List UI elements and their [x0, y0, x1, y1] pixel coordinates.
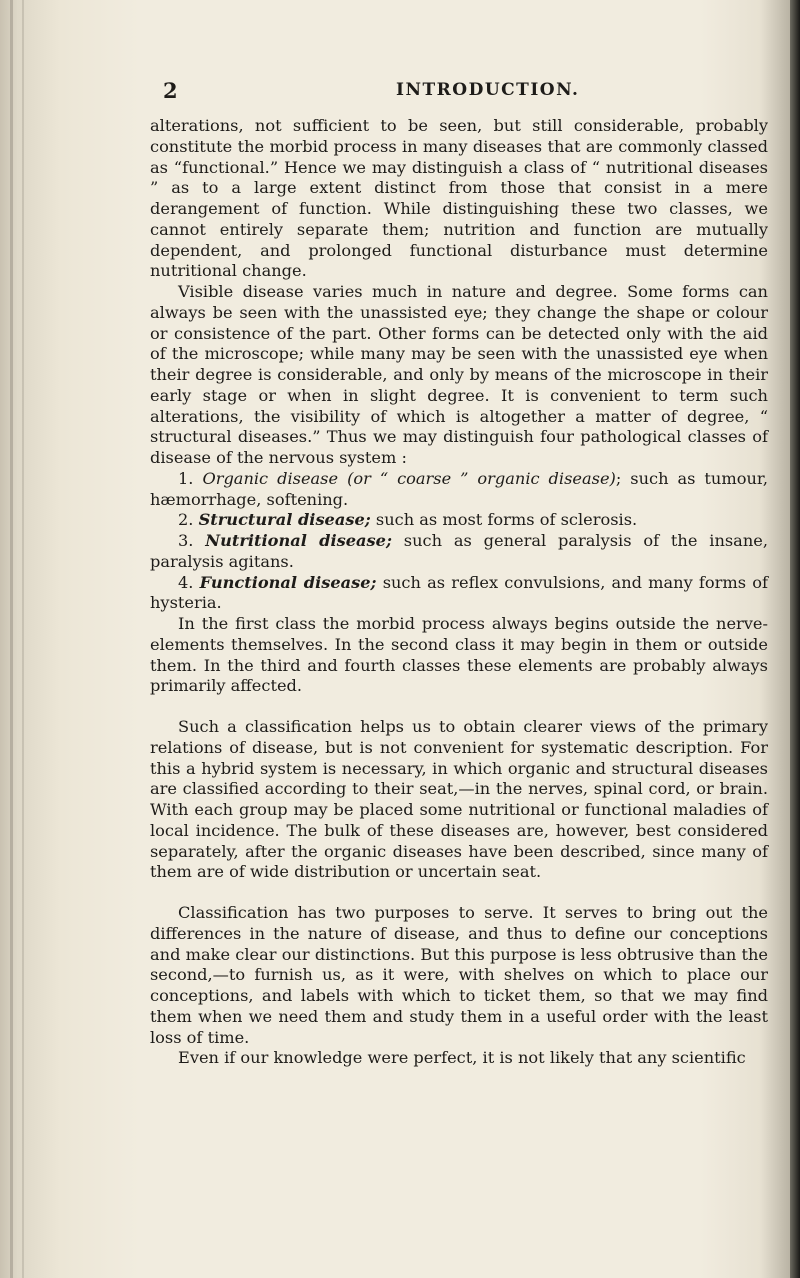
- list-number: 4.: [178, 572, 194, 592]
- paragraph-knowledge: Even if our knowledge were perfect, it is not likely that any scientific: [178, 1048, 746, 1068]
- paragraph-visible-disease: Visible disease varies much in nature and degree. Some forms can always be seen with the unassisted eye; they change the shape or colour or consistence of the part. Other forms can be detected only with the aid of the microscope; while many may be seen with the unassisted eye when their degree is considerable, and only by means of the microscope in their early stage or when in slight degree. It is convenient to term such alterations, the visibility of which is altogether a matter of degree, “ structural diseases.” Thus we may distinguish four pathological classes of disease of the nervous system :: [150, 282, 768, 467]
- list-number: 3.: [178, 531, 194, 550]
- list-term: Functional disease;: [199, 572, 377, 592]
- list-item-functional: [150, 573, 768, 615]
- paragraph-classification-helps: Such a classification helps us to obtain clearer views of the primary relations of disease, but is not convenient for systematic description. For this a hybrid system is necessary, in which organic and structural diseases are classified according to their seat,—in the nerves, spinal cord, or brain. With each group may be placed some nutritional or functional maladies of local incidence. The bulk of these diseases are, however, best considered separately, after the organic diseases have been described, since many of them are of wide distribution or uncertain seat.: [150, 717, 768, 882]
- body-text: [150, 116, 768, 1069]
- list-parenthetical: (or “ coarse ” organic disease): [347, 468, 616, 488]
- list-description: such as reflex convulsions, and many forms of hysteria.: [150, 572, 768, 613]
- list-description: such as most forms of sclerosis.: [375, 510, 638, 530]
- page-header: [0, 78, 800, 112]
- list-term: Nutritional disease;: [205, 531, 392, 550]
- paragraph-classification-purposes: Classification has two purposes to serve. It serves to bring out the differences in the nature of disease, and thus to define our conceptions and make clear our distinctions. But this purpose is less obtrusive than the second,—to furnish us, as it were, with shelves on which to place our conceptions, and labels with which to ticket them, so that we may find them when we need them and study them in a useful order with the least loss of time.: [150, 903, 768, 1047]
- list-term: Structural disease;: [198, 510, 371, 530]
- list-item-organic: [150, 469, 768, 511]
- running-head: INTRODUCTION.: [396, 80, 580, 100]
- list-item-structural: [150, 510, 768, 531]
- page-number: 2: [163, 78, 178, 103]
- list-number: 1.: [178, 468, 194, 488]
- page-edge: [790, 0, 800, 1278]
- list-description: such as general paralysis of the insane, paralysis agitans.: [150, 531, 768, 571]
- list-number: 2.: [178, 510, 194, 530]
- list-description: ; such as tumour, hæmorrhage, softening.: [150, 468, 768, 509]
- paragraph-continued: alterations, not sufficient to be seen, but still considerable, probably constitute the morbid process in many diseases that are commonly classed as “functional.” Hence we may distinguish a class of “ nutritional diseases ” as to a large extent distinct from those that consist in a mere derangement of function. While distinguishing these two classes, we cannot entirely separate them; nutrition and function are mutually dependent, and prolonged functional disturbance must determine nutritional change.: [150, 116, 768, 281]
- binding-shadow: [10, 0, 13, 1278]
- list-item-nutritional: [150, 531, 768, 573]
- list-term: Organic disease: [202, 468, 339, 488]
- paragraph-classes: In the first class the morbid process always begins outside the nerve-elements themselves. In the second class it may begin in them or outside them. In the third and fourth classes these elements are probably always primarily affected.: [150, 614, 768, 696]
- binding-shadow-inner: [22, 0, 24, 1278]
